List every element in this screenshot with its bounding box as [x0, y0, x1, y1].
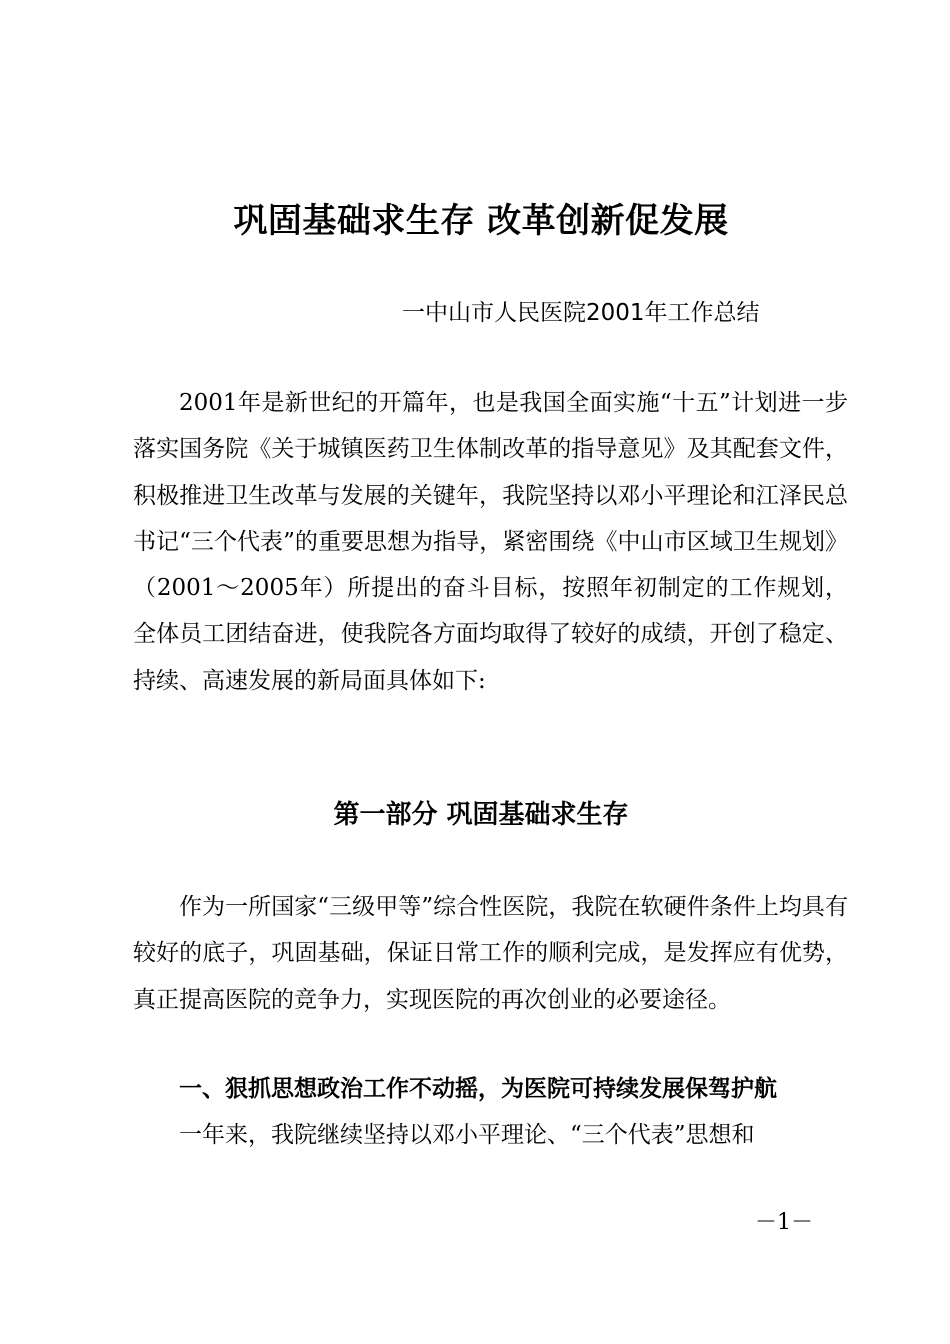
subsection-heading: 一、狠抓思想政治工作不动摇，为医院可持续发展保驾护航	[179, 1075, 777, 1102]
document-title: 巩固基础求生存 改革创新促发展	[233, 201, 729, 241]
intro-paragraph: 2001年是新世纪的开篇年，也是我国全面实施“十五”计划进一步落实国务院《关于城镇医药卫生体制改革的指导意见》及其配套文件，积极推进卫生改革与发展的关键年，我院坚持以邓小平理论和江泽民总书记“三个代表”的重要思想为指导，紧密围绕《中山市区域卫生规划》（2001～2005年）所提出的奋斗目标，按照年初制定的工作规划，全体员工团结奋进，使我院各方面均取得了较好的成绩，开创了稳定、持续、高速发展的新局面具体如下:	[133, 390, 848, 694]
section-heading: 第一部分 巩固基础求生存	[333, 800, 629, 830]
section-paragraph: 作为一所国家“三级甲等”综合性医院，我院在软硬件条件上均具有较好的底子，巩固基础，保证日常工作的顺利完成，是发挥应有优势，真正提高医院的竞争力，实现医院的再次创业的必要途径。	[133, 894, 848, 1013]
subsection-paragraph: 一年来，我院继续坚持以邓小平理论、“三个代表”思想和	[179, 1122, 755, 1148]
page-number: －1－	[755, 1210, 813, 1235]
document-subtitle: 一中山市人民医院2001年工作总结	[402, 300, 760, 326]
